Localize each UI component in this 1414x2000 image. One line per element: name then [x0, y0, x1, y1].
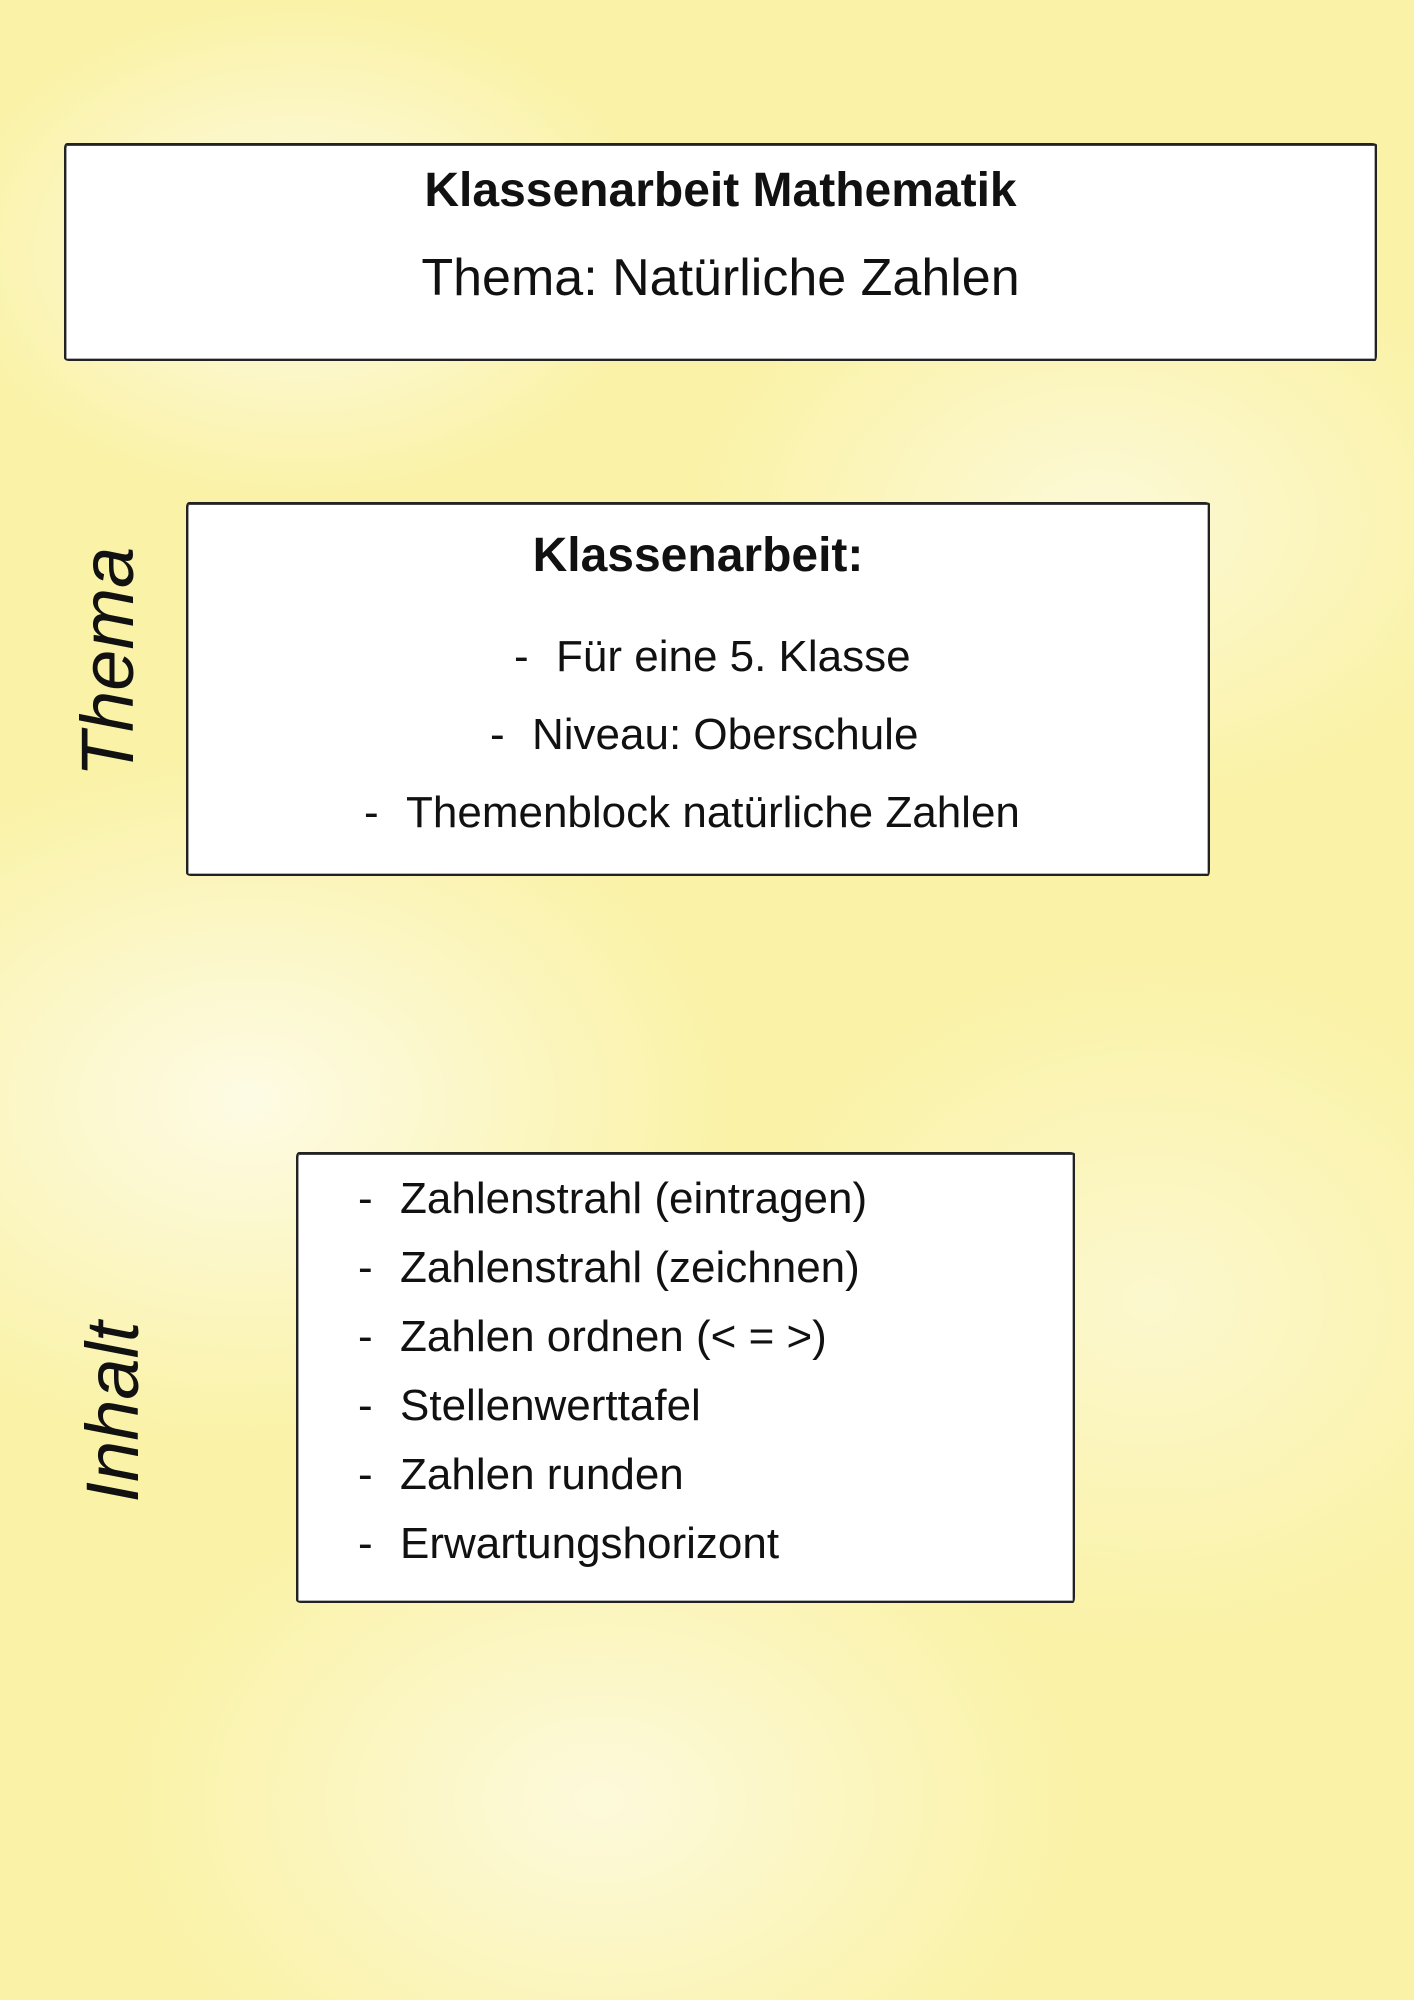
list-dash: - — [358, 1312, 373, 1361]
inhalt-item — [358, 1519, 779, 1569]
inhalt-item-label: Stellenwerttafel — [400, 1381, 701, 1430]
list-dash: - — [358, 1243, 373, 1292]
inhalt-item-label: Zahlenstrahl (eintragen) — [400, 1174, 868, 1223]
list-dash: - — [358, 1450, 373, 1499]
list-dash: - — [490, 710, 505, 759]
thema-item-label: Für eine 5. Klasse — [556, 632, 911, 681]
title-box — [64, 143, 1377, 361]
thema-box — [186, 502, 1210, 876]
inhalt-item — [358, 1243, 860, 1293]
list-dash: - — [358, 1174, 373, 1223]
inhalt-item — [358, 1174, 867, 1224]
list-dash: - — [358, 1381, 373, 1430]
inhalt-item-label: Zahlen ordnen (< = >) — [400, 1312, 827, 1361]
inhalt-item — [358, 1381, 701, 1431]
side-label-inhalt: Inhalt — [71, 1321, 154, 1503]
inhalt-item — [358, 1312, 827, 1362]
inhalt-item-label: Zahlenstrahl (zeichnen) — [400, 1243, 860, 1292]
list-dash: - — [514, 632, 529, 681]
inhalt-item-label: Erwartungshorizont — [400, 1519, 780, 1568]
inhalt-item — [358, 1450, 684, 1500]
thema-item — [514, 632, 911, 682]
thema-item-label: Themenblock natürliche Zahlen — [406, 788, 1020, 837]
side-label-thema: Thema — [66, 546, 149, 778]
thema-heading: Klassenarbeit: — [532, 529, 864, 582]
thema-item-label: Niveau: Oberschule — [532, 710, 919, 759]
list-dash: - — [364, 788, 379, 837]
inhalt-item-label: Zahlen runden — [400, 1450, 684, 1499]
list-dash: - — [358, 1519, 373, 1568]
inhalt-box — [296, 1152, 1075, 1603]
document-title: Klassenarbeit Mathematik — [424, 164, 1017, 217]
thema-item — [490, 710, 918, 760]
document-subtitle: Thema: Natürliche Zahlen — [421, 249, 1020, 307]
thema-item — [364, 788, 1020, 838]
